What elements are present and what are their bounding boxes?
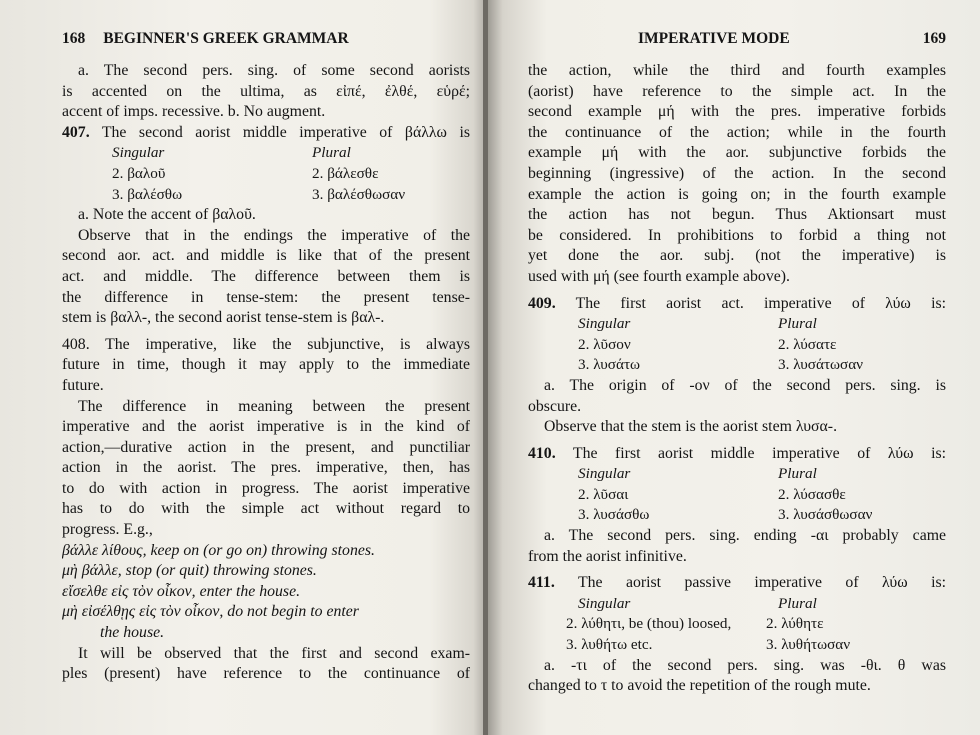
- running-head: BEGINNER'S GREEK GRAMMAR: [103, 30, 349, 47]
- text-line: accent of imps. recessive. b. No augment.: [62, 103, 326, 121]
- paradigm-singular: 3. λυσάτω: [578, 356, 641, 374]
- running-head: IMPERATIVE MODE: [638, 30, 790, 47]
- paradigm-plural: Plural: [778, 465, 817, 483]
- text-line: from the aorist infinitive.: [528, 547, 687, 565]
- paradigm-plural: 3. λυσάσθωσαν: [778, 506, 873, 524]
- text-line: stem is βαλλ-, the second aorist tense-stem is βαλ-.: [62, 309, 385, 327]
- text-line: 407. The second aorist middle imperative of βάλλω is: [62, 123, 470, 141]
- left-running-header: [62, 30, 470, 50]
- paradigm-row: [528, 464, 946, 485]
- text-line: action in the aorist. The pres. imperative, then, has: [62, 459, 470, 477]
- text-line: Observe that the stem is the aorist stem λυσα-.: [544, 418, 838, 436]
- paradigm-row: [528, 614, 946, 635]
- paradigm-row: [528, 594, 946, 615]
- section-number: 409.: [528, 294, 556, 312]
- text-line: The difference in meaning between the present: [78, 397, 470, 415]
- text-line: has to do with the simple act without regard to: [62, 500, 470, 518]
- paradigm-row: [528, 314, 946, 335]
- text-line: 410. The first aorist middle imperative of λύω is:: [528, 444, 946, 462]
- paradigm-singular: 2. βαλοῦ: [112, 164, 166, 182]
- text-line: example μή with the aor. subjunctive forbids the: [528, 144, 946, 162]
- example-line: εἴσελθε εἰς τὸν οἶκον, enter the house.: [62, 582, 301, 600]
- text-line: yet done the aor. subj. (not the imperative) is: [528, 247, 946, 265]
- paradigm-singular: Singular: [578, 594, 631, 612]
- paradigm-plural: 2. λύσασθε: [778, 485, 846, 503]
- text-line: second aor. act. and middle is like that of the present: [62, 247, 470, 265]
- text-line: 409. The first aorist act. imperative of λύω is:: [528, 294, 946, 312]
- text-line: progress. E.g.,: [62, 521, 153, 539]
- text-line: (aorist) have reference to the simple act. In the: [528, 82, 946, 100]
- right-page: [488, 0, 980, 735]
- paradigm-plural: 3. λυθήτωσαν: [766, 636, 851, 654]
- text-line: the action, while the third and fourth examples: [528, 62, 946, 79]
- paradigm-row: [62, 185, 470, 206]
- text-line: a. The second pers. sing. ending -αι probably came: [544, 527, 946, 545]
- paradigm-plural: 2. λύθητε: [766, 615, 824, 633]
- text-line: 411. The aorist passive imperative of λύω is:: [528, 574, 946, 592]
- section-number: 411.: [528, 574, 555, 592]
- text-line: a. The second pers. sing. of some second aorists: [78, 62, 470, 79]
- paradigm-singular: 3. λυθήτω etc.: [566, 636, 653, 654]
- text-line: It will be observed that the first and second exam-: [78, 644, 470, 662]
- text-line: the action has not begun. Thus Aktionsart must: [528, 206, 946, 224]
- paradigm-singular: 2. λῦσαι: [578, 485, 629, 503]
- paradigm-plural: 3. βαλέσθωσαν: [312, 185, 406, 203]
- text-line: beginning (ingressive) of the action. In the second: [528, 164, 946, 182]
- text-line: the continuance of the action; while in the fourth: [528, 123, 946, 141]
- page-number: 168: [62, 30, 86, 47]
- text-line: a. Note the accent of βαλοῦ.: [78, 206, 256, 224]
- paradigm-plural: Plural: [778, 594, 817, 612]
- left-page: [0, 0, 488, 735]
- paradigm-singular: 3. λυσάσθω: [578, 506, 650, 524]
- text-line: to do with action in progress. The aorist imperative: [62, 479, 470, 497]
- text-line: imperative and the aorist imperative is in the kind of: [62, 418, 470, 436]
- paradigm-singular: Singular: [578, 315, 631, 333]
- paradigm-singular: 2. λῦσον: [578, 335, 631, 353]
- paradigm-plural: Plural: [312, 144, 351, 162]
- paradigm-row: [528, 355, 946, 376]
- text-line: is accented on the ultima, as εἰπέ, ἐλθέ, εὑρέ;: [62, 82, 470, 100]
- paradigm-plural: Plural: [778, 315, 817, 333]
- page-number: 169: [922, 30, 946, 47]
- left-body-text: [62, 61, 470, 685]
- text-line: Observe that in the endings the imperative of the: [78, 226, 470, 244]
- paradigm-row: [62, 143, 470, 164]
- paradigm-row: [528, 505, 946, 526]
- text-line: the difference in tense-stem: the present tense-: [62, 288, 470, 306]
- paradigm-singular: 2. λύθητι, be (thou) loosed,: [566, 615, 732, 633]
- paradigm-plural: 3. λυσάτωσαν: [778, 356, 864, 374]
- paradigm-row: [62, 164, 470, 185]
- paradigm-singular: Singular: [112, 144, 165, 162]
- text-line: future.: [62, 376, 104, 394]
- text-line: a. The origin of -ον of the second pers. sing. is: [544, 376, 946, 394]
- section-number: 407.: [62, 123, 90, 141]
- text-line: act. and middle. The difference between them is: [62, 267, 470, 285]
- paradigm-singular: Singular: [578, 465, 631, 483]
- text-line: future in time, though it may apply to the immediate: [62, 356, 470, 374]
- text-line: used with μή (see fourth example above).: [528, 267, 790, 285]
- paradigm-row: [528, 635, 946, 656]
- text-line: action,—durative action in the present, and punctiliar: [62, 438, 470, 456]
- paradigm-row: [528, 485, 946, 506]
- text-line: be considered. In prohibitions to forbid a thing not: [528, 226, 946, 244]
- example-line: the house.: [100, 624, 165, 642]
- example-line: μὴ εἰσέλθῃς εἰς τὸν οἶκον, do not begin to enter: [62, 603, 359, 621]
- right-body-text: [528, 61, 946, 697]
- text-line: changed to τ to avoid the repetition of the rough mute.: [528, 677, 871, 695]
- example-line: βάλλε λίθους, keep on (or go on) throwing stones.: [62, 541, 375, 559]
- text-line: example the action is going on; in the fourth example: [528, 185, 946, 203]
- text-line: obscure.: [528, 397, 582, 415]
- text-line: 408. The imperative, like the subjunctive, is always: [62, 335, 470, 353]
- section-number: 410.: [528, 444, 556, 462]
- text-line: second example μή with the pres. imperative forbids: [528, 103, 946, 121]
- paradigm-plural: 2. βάλεσθε: [312, 164, 379, 182]
- paradigm-plural: 2. λύσατε: [778, 335, 837, 353]
- right-running-header: [528, 30, 946, 50]
- text-line: a. -τι of the second pers. sing. was -θι. θ was: [544, 656, 946, 674]
- paradigm-singular: 3. βαλέσθω: [112, 185, 183, 203]
- paradigm-row: [528, 335, 946, 356]
- example-line: μὴ βάλλε, stop (or quit) throwing stones.: [62, 562, 317, 580]
- text-line: ples (present) have reference to the continuance of: [62, 665, 470, 683]
